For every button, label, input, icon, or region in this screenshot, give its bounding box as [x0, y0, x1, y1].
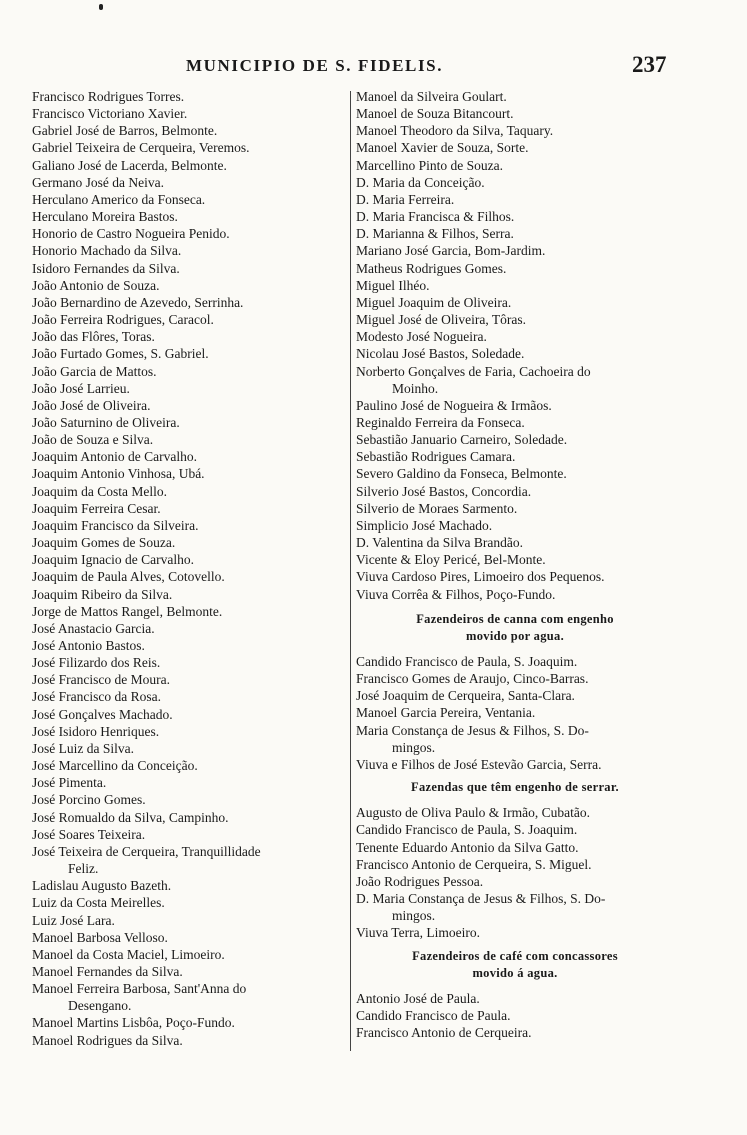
list-item: Candido Francisco de Paula.	[356, 1007, 511, 1023]
list-item: José Porcino Gomes.	[32, 792, 146, 808]
list-item: D. Maria da Conceição.	[356, 174, 485, 190]
list-item: João das Flôres, Toras.	[32, 329, 155, 345]
list-item: Viuva Corrêa & Filhos, Poço-Fundo.	[356, 586, 556, 602]
list-item: Honorio Machado da Silva.	[32, 243, 182, 259]
list-item: Francisco Rodrigues Torres.	[32, 89, 185, 104]
list-item: Viuva e Filhos de José Estevão Garcia, Serra.	[356, 756, 602, 772]
list-item: José Romualdo da Silva, Campinho.	[32, 809, 229, 825]
list-item: José Luiz da Silva.	[32, 740, 134, 756]
list-item: Francisco Victoriano Xavier.	[32, 106, 188, 122]
list-item: Francisco Antonio de Cerqueira, S. Miguel.	[356, 856, 592, 872]
list-item: José Joaquim de Cerqueira, Santa-Clara.	[356, 688, 575, 704]
list-item: Nicolau José Bastos, Soledade.	[356, 346, 525, 362]
list-item: José Antonio Bastos.	[32, 638, 145, 653]
list-item: D. Marianna & Filhos, Serra.	[356, 226, 514, 242]
list-item: Joaquim Ribeiro da Silva.	[32, 586, 173, 602]
section-heading: movido por agua.	[466, 628, 564, 643]
list-item: Moinho.	[392, 380, 439, 396]
left-column	[32, 88, 350, 1049]
list-item: D. Maria Constança de Jesus & Filhos, S. Do-	[356, 891, 606, 907]
list-item: Ladislau Augusto Bazeth.	[32, 878, 172, 894]
list-item: Honorio de Castro Nogueira Penido.	[32, 226, 230, 242]
list-item: João Ferreira Rodrigues, Caracol.	[32, 312, 214, 328]
list-item: João Furtado Gomes, S. Gabriel.	[32, 346, 209, 362]
list-item: José Marcellino da Conceição.	[32, 758, 198, 774]
list-item: Gabriel José de Barros, Belmonte.	[32, 123, 218, 139]
list-item: Joaquim Ignacio de Carvalho.	[32, 552, 194, 568]
list-item: José Francisco da Rosa.	[32, 689, 161, 705]
list-item: Desengano.	[68, 998, 132, 1014]
list-item: Joaquim da Costa Mello.	[32, 483, 167, 499]
list-item: Feliz.	[68, 861, 99, 877]
list-item: mingos.	[392, 908, 436, 924]
list-item: Joaquim Antonio Vinhosa, Ubá.	[32, 466, 205, 482]
list-item: Galiano José de Lacerda, Belmonte.	[32, 157, 227, 173]
list-item: Candido Francisco de Paula, S. Joaquim.	[356, 822, 578, 838]
section-heading: Fazendas que têm engenho de serrar.	[411, 780, 619, 795]
list-item: Antonio José de Paula.	[356, 990, 480, 1006]
column-divider	[350, 91, 351, 1051]
list-item: Viuva Cardoso Pires, Limoeiro dos Pequenos.	[356, 569, 605, 585]
list-item: Miguel Joaquim de Oliveira.	[356, 294, 512, 310]
list-item: José Isidoro Henriques.	[32, 723, 160, 739]
list-item: Joaquim Antonio de Carvalho.	[32, 449, 197, 465]
list-item: Joaquim de Paula Alves, Cotovello.	[32, 569, 225, 585]
list-item: Manoel Rodrigues da Silva.	[32, 1032, 183, 1048]
list-item: Paulino José de Nogueira & Irmãos.	[356, 397, 552, 413]
list-item: Joaquim Ferreira Cesar.	[32, 500, 161, 516]
list-item: Francisco Antonio de Cerqueira.	[356, 1025, 532, 1041]
list-item: José Francisco de Moura.	[32, 672, 170, 688]
list-item: Luiz da Costa Meirelles.	[32, 895, 165, 911]
list-item: Silverio José Bastos, Concordia.	[356, 483, 532, 499]
list-item: Manoel da Silveira Goulart.	[356, 89, 507, 104]
list-item: Reginaldo Ferreira da Fonseca.	[356, 414, 525, 430]
list-item: João José Larrieu.	[32, 380, 130, 396]
list-item: Isidoro Fernandes da Silva.	[32, 260, 180, 276]
section-heading: Fazendeiros de canna com engenho	[416, 611, 614, 626]
section-heading: Fazendeiros de café com concassores	[412, 948, 618, 963]
list-item: José Pimenta.	[32, 775, 107, 791]
list-item: Viuva Terra, Limoeiro.	[356, 925, 480, 941]
list-item: Marcellino Pinto de Souza.	[356, 157, 503, 173]
list-item: mingos.	[392, 739, 436, 755]
list-item: Jorge de Mattos Rangel, Belmonte.	[32, 603, 223, 619]
list-item: Augusto de Oliva Paulo & Irmão, Cubatão.	[356, 805, 590, 821]
list-item: Manoel da Costa Maciel, Limoeiro.	[32, 946, 225, 962]
list-item: Manoel Xavier de Souza, Sorte.	[356, 140, 529, 156]
list-item: Manoel Theodoro da Silva, Taquary.	[356, 123, 554, 139]
list-item: João Bernardino de Azevedo, Serrinha.	[32, 294, 244, 310]
list-item: Modesto José Nogueira.	[356, 329, 487, 345]
list-item: Manoel Martins Lisbôa, Poço-Fundo.	[32, 1015, 235, 1031]
list-item: João Garcia de Mattos.	[32, 363, 157, 379]
list-item: Manoel Garcia Pereira, Ventania.	[356, 705, 536, 721]
ink-dot	[99, 4, 103, 10]
list-item: Tenente Eduardo Antonio da Silva Gatto.	[356, 839, 579, 855]
list-item: D. Maria Francisca & Filhos.	[356, 209, 515, 225]
list-item: Germano José da Neiva.	[32, 174, 164, 190]
list-item: Manoel Ferreira Barbosa, Sant'Anna do	[32, 981, 247, 997]
list-item: Norberto Gonçalves de Faria, Cachoeira do	[356, 363, 591, 379]
list-item: João José de Oliveira.	[32, 397, 151, 413]
section-heading: movido á agua.	[472, 965, 558, 980]
page-title: MUNICIPIO DE S. FIDELIS.	[186, 56, 444, 75]
list-item: D. Maria Ferreira.	[356, 191, 455, 207]
list-item: Maria Constança de Jesus & Filhos, S. Do-	[356, 722, 589, 738]
list-item: João de Souza e Silva.	[32, 432, 154, 448]
list-item: José Anastacio Garcia.	[32, 620, 155, 636]
list-item: Herculano Americo da Fonseca.	[32, 191, 206, 207]
list-item: Vicente & Eloy Pericé, Bel-Monte.	[356, 552, 546, 568]
list-item: Sebastião Rodrigues Camara.	[356, 449, 516, 465]
list-item: Silverio de Moraes Sarmento.	[356, 500, 518, 516]
list-item: Francisco Gomes de Araujo, Cinco-Barras.	[356, 671, 589, 687]
list-item: José Teixeira de Cerqueira, Tranquillidade	[32, 843, 261, 859]
list-item: José Soares Teixeira.	[32, 826, 146, 842]
list-item: Severo Galdino da Fonseca, Belmonte.	[356, 466, 567, 482]
right-column	[356, 88, 674, 1041]
list-item: João Saturnino de Oliveira.	[32, 414, 180, 430]
list-item: Miguel Ilhéo.	[356, 277, 430, 293]
list-item: Sebastião Januario Carneiro, Soledade.	[356, 432, 568, 448]
list-item: João Antonio de Souza.	[32, 277, 160, 293]
list-item: Joaquim Gomes de Souza.	[32, 535, 176, 551]
list-item: Miguel José de Oliveira, Tôras.	[356, 312, 526, 328]
list-item: Manoel Barbosa Velloso.	[32, 929, 168, 945]
list-item: Joaquim Francisco da Silveira.	[32, 517, 199, 533]
list-item: Manoel de Souza Bitancourt.	[356, 106, 514, 122]
page-number: 237	[632, 52, 667, 77]
list-item: Candido Francisco de Paula, S. Joaquim.	[356, 654, 578, 669]
list-item: José Filizardo dos Reis.	[32, 655, 161, 671]
list-item: Simplicio José Machado.	[356, 517, 493, 533]
list-item: Luiz José Lara.	[32, 912, 115, 928]
list-item: Manoel Fernandes da Silva.	[32, 963, 183, 979]
list-item: D. Valentina da Silva Brandão.	[356, 535, 523, 551]
list-item: Matheus Rodrigues Gomes.	[356, 260, 507, 276]
page-header	[0, 52, 747, 82]
list-item: João Rodrigues Pessoa.	[356, 873, 484, 889]
list-item: José Gonçalves Machado.	[32, 706, 173, 722]
list-item: Gabriel Teixeira de Cerqueira, Veremos.	[32, 140, 250, 156]
list-item: Herculano Moreira Bastos.	[32, 209, 178, 225]
list-item: Mariano José Garcia, Bom-Jardim.	[356, 243, 546, 259]
